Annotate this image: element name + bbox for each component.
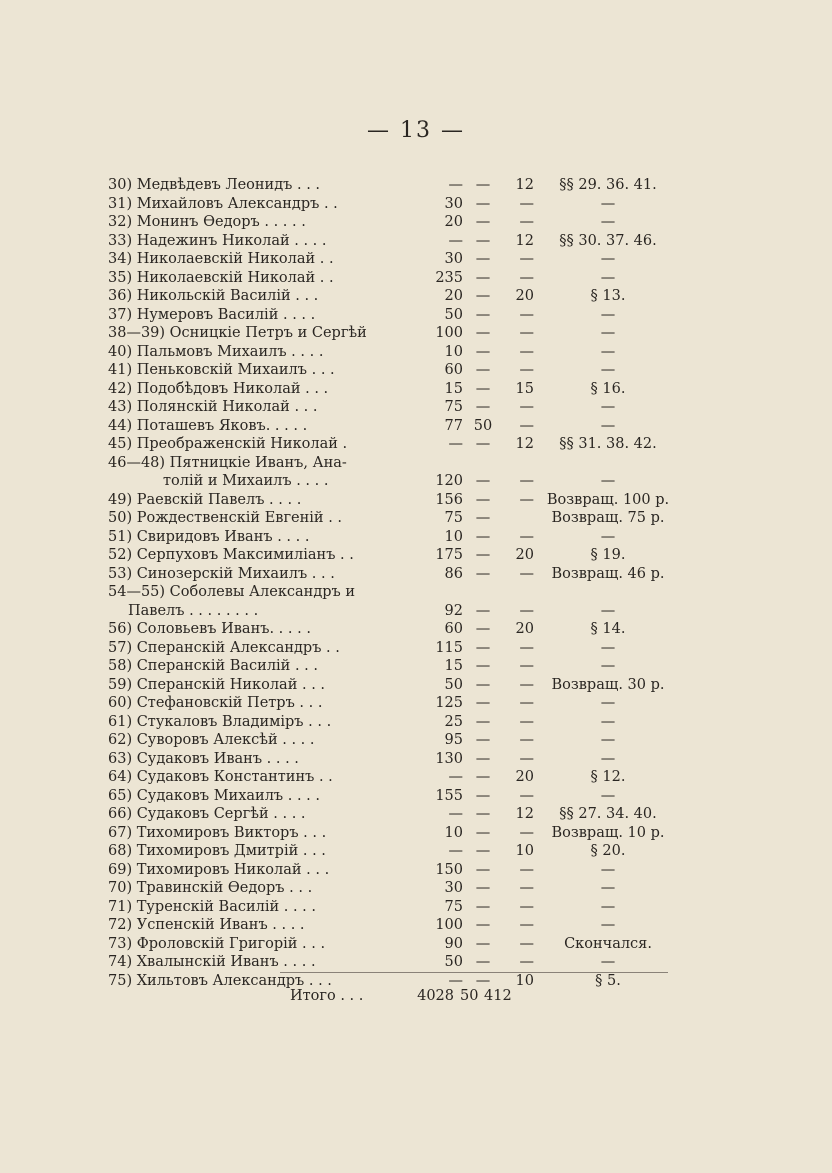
row-value-1: 115 (435, 639, 463, 656)
row-note: — (600, 602, 616, 619)
row-value-3: 12 (515, 232, 534, 249)
table-row (108, 953, 688, 972)
row-value-1: — (448, 769, 463, 785)
row-value-1: — (448, 436, 463, 452)
table-row (108, 657, 688, 676)
total-rule (280, 972, 668, 973)
row-name: 66) Судаковъ Сергѣй . . . . (108, 806, 306, 822)
row-value-2: — (475, 935, 491, 952)
row-value-2: — (475, 898, 491, 915)
row-note: — (600, 639, 616, 656)
row-name: 40) Пальмовъ Михаилъ . . . . (108, 343, 324, 360)
row-note: — (600, 695, 616, 711)
row-name: 58) Сперанскій Василій . . . (108, 658, 318, 674)
table-row (108, 935, 688, 954)
row-value-2: — (475, 972, 491, 989)
row-note: — (600, 399, 616, 415)
row-value-1: 77 (444, 417, 463, 434)
row-value-3: — (519, 880, 534, 896)
row-value-2: — (475, 861, 491, 878)
table-row (108, 287, 688, 306)
row-name: 54—55) Соболевы Александръ и (108, 584, 356, 600)
row-value-1: 75 (444, 399, 463, 415)
row-value-2: — (475, 510, 491, 526)
table-row (108, 398, 688, 417)
row-note: — (600, 750, 616, 767)
row-value-1: 90 (444, 935, 463, 952)
row-name: 73) Фроловскій Григорій . . . (108, 935, 326, 952)
row-name: 35) Николаевскій Николай . . (108, 269, 334, 286)
table-row (108, 583, 688, 602)
row-value-3: — (519, 695, 534, 711)
row-note: Возвращ. 46 р. (551, 565, 665, 582)
row-value-2: — (475, 325, 491, 341)
row-value-3: 12 (515, 436, 534, 452)
row-value-3: — (519, 325, 534, 341)
row-value-1: 125 (435, 695, 463, 711)
row-note: § 20. (590, 843, 626, 859)
row-value-2: — (475, 695, 491, 711)
row-name: 71) Туренскій Василій . . . . (108, 898, 317, 915)
row-value-2: — (475, 676, 491, 693)
row-name: 37) Нумеровъ Василій . . . . (108, 306, 316, 323)
row-value-2: — (475, 547, 491, 563)
table-row (108, 805, 688, 824)
row-note: Возвращ. 30 р. (551, 676, 665, 693)
row-note: — (600, 917, 616, 933)
row-value-1: 120 (435, 473, 463, 489)
row-name: 72) Успенскій Иванъ . . . . (108, 917, 305, 933)
row-name: 61) Стукаловъ Владиміръ . . . (108, 713, 332, 730)
row-value-3: — (519, 306, 534, 323)
row-value-1: 235 (435, 269, 463, 286)
row-note: Возвращ. 100 р. (546, 491, 670, 508)
row-value-2: — (475, 232, 491, 249)
row-note: — (600, 732, 616, 748)
row-value-3: — (519, 898, 534, 915)
row-name: 65) Судаковъ Михаилъ . . . . (108, 787, 321, 804)
row-value-3: — (519, 251, 534, 267)
row-value-2: — (475, 843, 491, 859)
row-note: — (600, 362, 616, 378)
table-row (108, 546, 688, 565)
row-value-2: — (475, 251, 491, 267)
table-row (108, 324, 688, 343)
row-note: Возвращ. 75 р. (551, 510, 665, 526)
row-value-3: 12 (515, 177, 534, 193)
row-value-2: — (475, 658, 491, 674)
row-note: §§ 27. 34. 40. (559, 806, 657, 822)
row-name: Павелъ . . . . . . . . (128, 602, 259, 619)
row-note: Скончался. (564, 935, 652, 952)
table-row (108, 343, 688, 362)
table-row (108, 824, 688, 843)
row-value-3: — (519, 343, 534, 360)
row-name: 43) Полянскій Николай . . . (108, 399, 318, 415)
row-name: 45) Преображенскій Николай . (108, 436, 348, 452)
row-name: 32) Монинъ Ѳедоръ . . . . . (108, 214, 306, 230)
table-row (108, 232, 688, 251)
table-row (108, 380, 688, 399)
row-value-3: — (519, 491, 534, 508)
row-value-2: — (475, 306, 491, 323)
row-value-2: — (475, 195, 491, 212)
row-value-3: — (519, 658, 534, 674)
table-row (108, 879, 688, 898)
row-value-3: — (519, 917, 534, 933)
row-note: — (600, 898, 616, 915)
table-row (108, 491, 688, 510)
row-value-2: — (475, 436, 491, 452)
row-name: 60) Стефановскій Петръ . . . (108, 695, 323, 711)
page-number: — 13 — (367, 118, 465, 143)
table-row (108, 306, 688, 325)
row-value-1: 60 (444, 362, 463, 378)
row-note: — (600, 787, 616, 804)
row-value-1: 86 (444, 565, 463, 582)
row-note: — (600, 325, 616, 341)
row-value-3: 20 (515, 621, 534, 637)
row-note: §§ 30. 37. 46. (559, 232, 657, 249)
row-value-1: — (448, 177, 463, 193)
row-name: 69) Тихомировъ Николай . . . (108, 861, 330, 878)
table-row (108, 250, 688, 269)
table-row (108, 361, 688, 380)
row-note: § 14. (590, 621, 626, 637)
row-note: Возвращ. 10 р. (551, 824, 665, 841)
row-value-1: 30 (444, 251, 463, 267)
table-row (108, 768, 688, 787)
row-value-3: — (519, 214, 534, 230)
row-name: 56) Соловьевъ Иванъ. . . . . (108, 621, 311, 637)
table-row (108, 454, 688, 473)
row-value-2: — (475, 917, 491, 933)
row-value-1: 95 (444, 732, 463, 748)
row-name: 42) Подобѣдовъ Николай . . . (108, 380, 329, 397)
table-row (108, 269, 688, 288)
row-value-3: — (519, 269, 534, 286)
row-value-2: — (475, 732, 491, 748)
row-name: 70) Травинскій Ѳедоръ . . . (108, 880, 313, 896)
row-value-1: 60 (444, 621, 463, 637)
table-row (108, 639, 688, 658)
row-name: 46—48) Пятницкіе Иванъ, Ана- (108, 454, 347, 471)
row-note: § 16. (590, 380, 626, 397)
row-name: 30) Медвѣдевъ Леонидъ . . . (108, 177, 321, 193)
row-value-3: — (519, 824, 534, 841)
row-value-1: — (448, 843, 463, 859)
row-note: § 12. (590, 769, 626, 785)
row-note: — (600, 343, 616, 360)
row-name: 53) Синозерскій Михаилъ . . . (108, 565, 335, 582)
table-row (108, 787, 688, 806)
row-value-3: — (519, 750, 534, 767)
row-value-3: — (519, 676, 534, 693)
row-name: 52) Серпуховъ Максимиліанъ . . (108, 547, 354, 563)
row-name: 62) Суворовъ Алексѣй . . . . (108, 732, 315, 748)
row-value-2: — (475, 954, 491, 970)
row-value-1: 155 (435, 787, 463, 804)
row-note: — (600, 214, 616, 230)
row-note: — (600, 713, 616, 730)
row-value-1: 150 (435, 861, 463, 878)
row-value-2: — (475, 713, 491, 730)
row-note: § 13. (590, 288, 626, 304)
table-row (108, 435, 688, 454)
row-name: 59) Сперанскій Николай . . . (108, 676, 326, 693)
row-value-3: 12 (515, 806, 534, 822)
row-value-2: — (475, 343, 491, 360)
row-value-3: 20 (515, 769, 534, 785)
table-row (108, 602, 688, 621)
row-value-3: — (519, 417, 534, 434)
row-value-1: 25 (444, 713, 463, 730)
table-row (108, 417, 688, 436)
row-value-2: — (475, 750, 491, 767)
row-note: — (600, 954, 616, 970)
row-value-2: — (475, 769, 491, 785)
row-value-1: 20 (444, 214, 463, 230)
total-value-3: 412 (484, 988, 512, 1004)
row-value-1: — (448, 232, 463, 249)
row-name: 38—39) Осницкіе Петръ и Сергѣй (108, 325, 367, 341)
row-value-1: — (448, 972, 463, 989)
table-row (108, 676, 688, 695)
row-name: 44) Поташевъ Яковъ. . . . . (108, 417, 308, 434)
row-value-2: — (475, 177, 491, 193)
row-value-1: 30 (444, 195, 463, 212)
row-note: — (600, 195, 616, 212)
row-value-3: — (519, 954, 534, 970)
row-value-3: — (519, 362, 534, 378)
row-name: 50) Рождественскій Евгеній . . (108, 510, 343, 526)
row-value-1: 50 (444, 306, 463, 323)
row-value-1: 20 (444, 288, 463, 304)
row-name: 51) Свиридовъ Иванъ . . . . (108, 528, 310, 545)
row-note: § 5. (595, 972, 621, 989)
table-row (108, 861, 688, 880)
table-row (108, 528, 688, 547)
row-value-3: 15 (515, 380, 534, 397)
row-value-1: — (448, 806, 463, 822)
row-value-1: 130 (435, 750, 463, 767)
row-value-1: 15 (444, 658, 463, 674)
row-value-1: 175 (435, 547, 463, 563)
table-row (108, 509, 688, 528)
row-value-2: — (475, 528, 491, 545)
row-value-1: 156 (435, 491, 463, 508)
row-value-1: 75 (444, 898, 463, 915)
row-name: 64) Судаковъ Константинъ . . (108, 769, 333, 785)
row-value-2: 50 (473, 417, 493, 434)
row-value-2: — (475, 565, 491, 582)
row-value-3: — (519, 473, 534, 489)
row-value-1: 92 (444, 602, 463, 619)
row-value-3: — (519, 565, 534, 582)
row-value-2: — (475, 824, 491, 841)
row-value-3: — (519, 399, 534, 415)
row-name: 75) Хильтовъ Александръ . . . (108, 972, 332, 989)
row-value-3: — (519, 732, 534, 748)
row-value-1: 15 (444, 380, 463, 397)
row-name: 68) Тихомировъ Дмитрій . . . (108, 843, 326, 859)
row-value-3: — (519, 639, 534, 656)
row-value-2: — (475, 380, 491, 397)
row-value-2: — (475, 214, 491, 230)
row-name: толій и Михаилъ . . . . (163, 473, 329, 489)
row-value-2: — (475, 806, 491, 822)
row-value-3: 10 (515, 843, 534, 859)
row-value-3: — (519, 602, 534, 619)
row-name: 36) Никольскій Василій . . . (108, 288, 319, 304)
row-note: — (600, 528, 616, 545)
row-name: 34) Николаевскій Николай . . (108, 251, 334, 267)
row-note: — (600, 880, 616, 896)
row-value-1: 50 (444, 954, 463, 970)
row-value-3: — (519, 787, 534, 804)
table-row (108, 916, 688, 935)
table-row (108, 472, 688, 491)
row-note: — (600, 251, 616, 267)
table-row (108, 195, 688, 214)
row-value-1: 50 (444, 676, 463, 693)
row-value-3: — (519, 861, 534, 878)
total-label: Итого . . . (290, 988, 364, 1004)
row-value-2: — (475, 362, 491, 378)
row-value-2: — (475, 880, 491, 896)
row-value-1: 10 (444, 343, 463, 360)
row-name: 67) Тихомировъ Викторъ . . . (108, 824, 327, 841)
row-value-3: — (519, 935, 534, 952)
table-row (108, 213, 688, 232)
table-row (108, 731, 688, 750)
row-note: — (600, 658, 616, 674)
table-row (108, 565, 688, 584)
row-note: §§ 31. 38. 42. (559, 436, 657, 452)
row-value-2: — (475, 787, 491, 804)
row-value-3: 20 (515, 288, 534, 304)
row-value-2: — (475, 491, 491, 508)
table-row (108, 694, 688, 713)
row-value-3: — (519, 195, 534, 212)
row-note: — (600, 306, 616, 323)
row-name: 57) Сперанскій Александръ . . (108, 639, 340, 656)
row-note: §§ 29. 36. 41. (559, 177, 657, 193)
row-value-2: — (475, 288, 491, 304)
row-note: — (600, 417, 616, 434)
row-value-1: 30 (444, 880, 463, 896)
row-name: 33) Надежинъ Николай . . . . (108, 232, 327, 249)
row-value-1: 100 (435, 917, 463, 933)
table-row (108, 176, 688, 195)
list-table (108, 176, 688, 990)
row-name: 31) Михайловъ Александръ . . (108, 195, 338, 212)
row-value-1: 10 (444, 528, 463, 545)
row-name: 41) Пеньковскій Михаилъ . . . (108, 362, 335, 378)
row-value-1: 75 (444, 510, 463, 526)
table-row (108, 620, 688, 639)
row-name: 63) Судаковъ Иванъ . . . . (108, 750, 299, 767)
row-note: — (600, 473, 616, 489)
row-value-2: — (475, 399, 491, 415)
row-note: — (600, 269, 616, 286)
table-row (108, 842, 688, 861)
table-row (108, 898, 688, 917)
row-value-2: — (475, 269, 491, 286)
row-value-3: — (519, 528, 534, 545)
total-value-1: 4028 (417, 988, 454, 1004)
row-value-1: 100 (435, 325, 463, 341)
row-name: 74) Хвалынскій Иванъ . . . . (108, 954, 316, 970)
row-name: 49) Раевскій Павелъ . . . . (108, 491, 302, 508)
total-value-2: 50 (460, 988, 479, 1004)
row-value-3: 10 (515, 972, 534, 989)
row-value-2: — (475, 621, 491, 637)
row-value-3: 20 (515, 547, 534, 563)
row-value-2: — (475, 639, 491, 656)
row-value-1: 10 (444, 824, 463, 841)
row-value-2: — (475, 602, 491, 619)
table-row (108, 750, 688, 769)
row-value-2: — (475, 473, 491, 489)
row-note: § 19. (590, 547, 626, 563)
table-row (108, 713, 688, 732)
row-note: — (600, 861, 616, 878)
table-row (108, 972, 688, 991)
row-value-3: — (519, 713, 534, 730)
